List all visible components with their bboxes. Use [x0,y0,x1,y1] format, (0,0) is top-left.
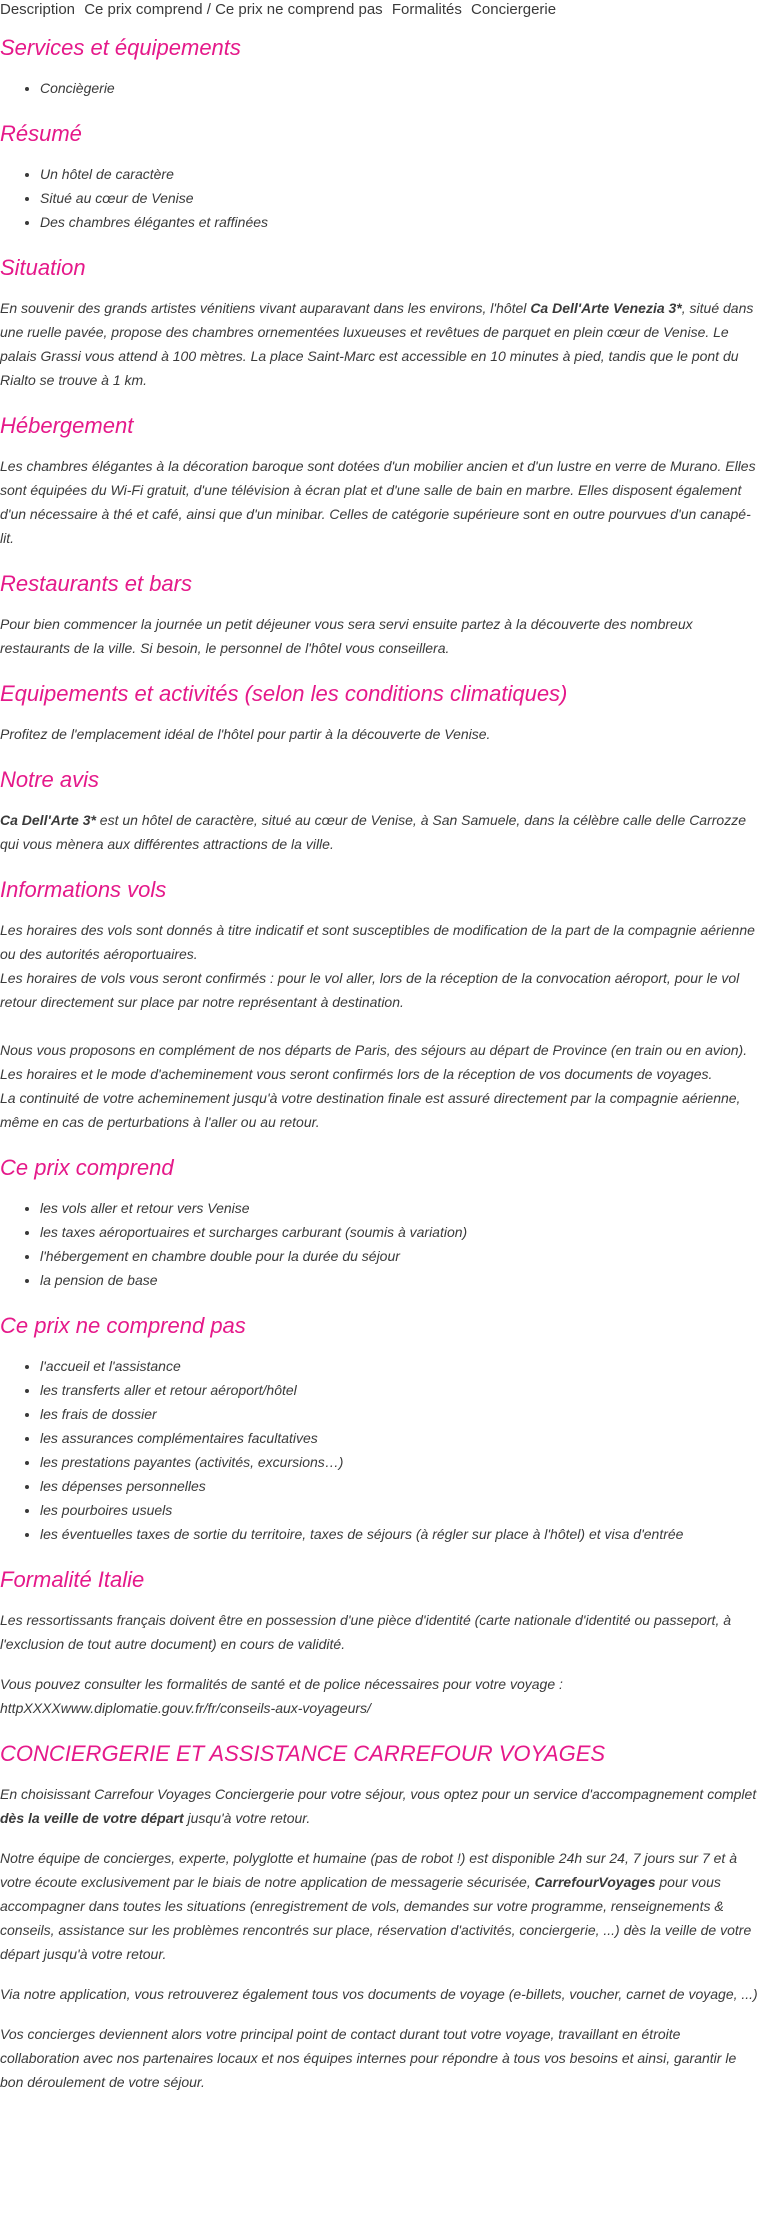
hotel-name: Ca Dell'Arte 3* [0,812,96,828]
list-item: • Conciègerie [40,76,758,100]
vols-text-4: Les horaires et le mode d'acheminement vous seront confirmés lors de la réception de vos documents de voyages. [0,1066,713,1082]
section-title: Formalité Italie [0,1567,145,1592]
vols-text-3: Nous vous proposons en complément de nos départs de Paris, des séjours au départ de Province (en train ou en avion). [0,1042,748,1058]
section-nav [0,0,758,20]
list-item: • l'hébergement en chambre double pour la durée du séjour [40,1244,758,1268]
section-title: Situation [0,255,86,280]
hebergement-text: Les chambres élégantes à la décoration baroque sont dotées d'un mobilier ancien et d'un lustre en verre de Murano. Elles sont équipées du Wi-Fi gratuit, d'une télévision à écran plat et d'une salle de bain en marbre. Elles disposent également d'un nécessaire à thé et café, ainsi que d'un minibar. Celles de catégorie supérieure sont en outre pourvues d'un canapé-lit. [0,458,756,546]
list-item: • les transferts aller et retour aéroport/hôtel [40,1378,758,1402]
section-restaurants [0,570,758,660]
hotel-name: Ca Dell'Arte Venezia 3* [530,300,682,316]
nav-link-prix[interactable]: Ce prix comprend / Ce prix ne comprend pas [84,1,383,18]
list-item: • les vols aller et retour vers Venise [40,1196,758,1220]
list-item: • les assurances complémentaires facultatives [40,1426,758,1450]
app-name: CarrefourVoyages [534,1874,656,1890]
list-item: • Situé au cœur de Venise [40,186,758,210]
conciergerie-text-1: En choisissant Carrefour Voyages Conciergerie pour votre séjour, vous optez pour un service d'accompagnement complet dès la veille de votre départ jusqu'à votre retour. [0,1786,757,1826]
section-vols [0,876,758,1134]
list-item: • les frais de dossier [40,1402,758,1426]
section-title: Notre avis [0,767,100,792]
list-item: • les éventuelles taxes de sortie du territoire, taxes de séjours (à régler sur place à l'hôtel) et visa d'entrée [40,1522,758,1546]
section-title: Informations vols [0,877,167,902]
situation-text: En souvenir des grands artistes vénitiens vivant auparavant dans les environs, l'hôtel Ca Dell'Arte Venezia 3*, situé dans une ruelle pavée, propose des chambres ornementées luxueuses et revêtues de parquet en plein cœur de Venise. Le palais Grassi vous attend à 100 mètres. La place Saint-Marc est accessible en 10 minutes à pied, tandis que le pont du Rialto se trouve à 1 km. [0,300,754,388]
formalite-text-2: Vous pouvez consulter les formalités de santé et de police nécessaires pour votre voyage : httpXXXXwww.diplomatie.gouv.fr/fr/conseils-aux-voyageurs/ [0,1676,563,1716]
avis-text: Ca Dell'Arte 3* est un hôtel de caractère, situé au cœur de Venise, à San Samuele, dans la célèbre calle delle Carrozze qui vous mènera aux différentes attractions de la ville. [0,812,746,852]
list-item: • les pourboires usuels [40,1498,758,1522]
conciergerie-text-4: Vos concierges deviennent alors votre principal point de contact durant tout votre voyage, travaillant en étroite collaboration avec nos partenaires locaux et nos équipes internes pour répondre à tous vos besoins et ainsi, garantir le bon déroulement de votre séjour. [0,2026,737,2090]
section-comprend [0,1154,758,1292]
section-equipements [0,680,758,746]
section-title: CONCIERGERIE ET ASSISTANCE CARREFOUR VOYAGES [0,1741,606,1766]
services-list [0,76,758,100]
nav-link-description[interactable]: Description [0,1,76,18]
section-title: Services et équipements [0,35,241,60]
section-conciergerie [0,1740,758,2094]
comprend-list [0,1196,758,1292]
ne-comprend-list [0,1354,758,1546]
section-title: Ce prix comprend [0,1155,174,1180]
section-title: Restaurants et bars [0,571,192,596]
section-title: Ce prix ne comprend pas [0,1313,246,1338]
vols-text-2: Les horaires de vols vous seront confirmés : pour le vol aller, lors de la réception de la convocation aéroport, pour le vol retour directement sur place par notre représentant à destination. [0,970,740,1010]
nav-link-formalites[interactable]: Formalités [391,1,462,18]
resume-list [0,162,758,234]
equipements-text: Profitez de l'emplacement idéal de l'hôtel pour partir à la découverte de Venise. [0,726,491,742]
list-item: • l'accueil et l'assistance [40,1354,758,1378]
section-situation [0,254,758,392]
list-item: • la pension de base [40,1268,758,1292]
restaurants-text: Pour bien commencer la journée un petit déjeuner vous sera servi ensuite partez à la découverte des nombreux restaurants de la ville. Si besoin, le personnel de l'hôtel vous conseillera. [0,616,693,656]
nav-link-conciergerie[interactable]: Conciergerie [471,1,557,18]
bold-text: dès la veille de votre départ [0,1810,184,1826]
formalite-text-1: Les ressortissants français doivent être en possession d'une pièce d'identité (carte nationale d'identité ou passeport, à l'exclusion de tout autre document) en cours de validité. [0,1612,732,1652]
section-title: Résumé [0,121,82,146]
list-item: • les prestations payantes (activités, excursions…) [40,1450,758,1474]
vols-text-1: Les horaires des vols sont donnés à titre indicatif et sont susceptibles de modification de la part de la compagnie aérienne ou des autorités aéroportuaires. [0,922,755,962]
section-title: Equipements et activités (selon les conditions climatiques) [0,681,568,706]
list-item: • Des chambres élégantes et raffinées [40,210,758,234]
section-services [0,34,758,100]
section-hebergement [0,412,758,550]
section-title: Hébergement [0,413,134,438]
list-item: • les dépenses personnelles [40,1474,758,1498]
section-formalite [0,1566,758,1720]
conciergerie-text-3: Via notre application, vous retrouverez également tous vos documents de voyage (e-billets, voucher, carnet de voyage, ...) [0,1986,758,2002]
conciergerie-text-2: Notre équipe de concierges, experte, polyglotte et humaine (pas de robot !) est disponible 24h sur 24, 7 jours sur 7 et à votre écoute exclusivement par le biais de notre application de messagerie sécurisée, CarrefourVoyages pour vous accompagner dans toutes les situations (enregistrement de vols, demandes sur votre programme, renseignements & conseils, assistance sur les problèmes rencontrés sur place, réservation d'activités, conciergerie, ...) dès la veille de votre départ jusqu'à votre retour. [0,1850,752,1962]
section-ne-comprend [0,1312,758,1546]
section-resume [0,120,758,234]
section-avis [0,766,758,856]
list-item: • Un hôtel de caractère [40,162,758,186]
list-item: • les taxes aéroportuaires et surcharges carburant (soumis à variation) [40,1220,758,1244]
vols-text-5: La continuité de votre acheminement jusqu'à votre destination finale est assuré directement par la compagnie aérienne, même en cas de perturbations à l'aller ou au retour. [0,1090,741,1130]
